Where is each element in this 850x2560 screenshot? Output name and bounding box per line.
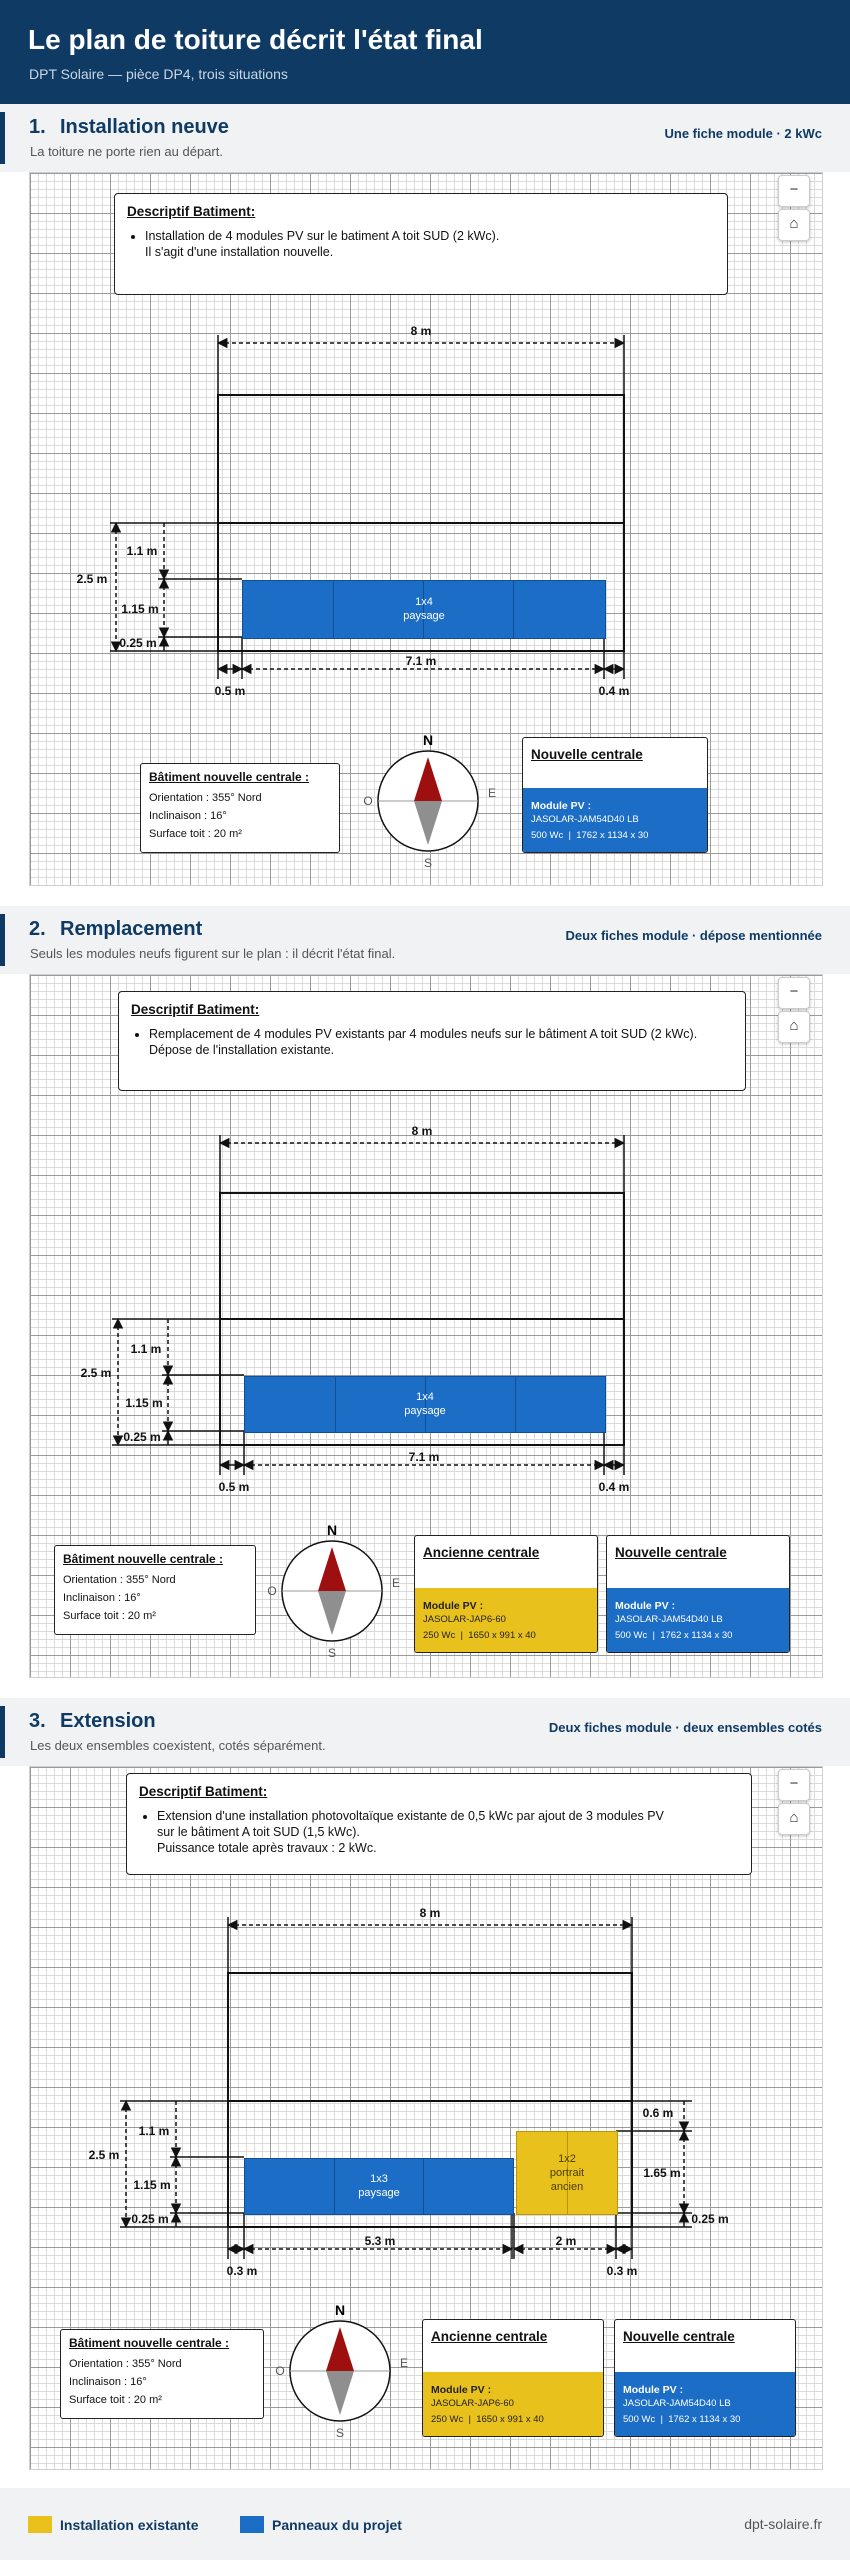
descriptif-line: • Extension d'une installation photovoltaïque existante de 0,5 kWc par ajout de 3 modules PV sur le bâtiment A toit SUD (1,5 kWc). Puissance totale après travaux : 2 kWc. <box>157 1808 664 1856</box>
new-panel-array <box>242 580 606 639</box>
dim-d2-label: 1.15 m <box>133 2178 171 2192</box>
module-heading: Module PV : <box>423 1600 484 1612</box>
roof-plan-1[interactable] <box>29 172 823 886</box>
module-heading: Module PV : <box>623 2384 684 2396</box>
batiment-surface: Surface toit : 20 m² <box>63 1610 156 1622</box>
home-button[interactable]: ⌂ <box>778 209 810 241</box>
panel-layout-label: 1x4 <box>415 596 433 608</box>
old-module-card <box>414 1535 598 1653</box>
module-specs: 250 Wc | 1650 x 991 x 40 <box>423 1630 536 1641</box>
old-panel-array <box>516 2131 618 2215</box>
dim-panel-width-label: 7.1 m <box>408 1450 440 1464</box>
compass-west: O <box>267 1584 277 1598</box>
site-link[interactable]: dpt-solaire.fr <box>744 2516 822 2532</box>
old-panel-layout-label: 1x2 <box>558 2153 576 2165</box>
new-module-fill <box>607 1588 789 1652</box>
old-panel-orientation-label: portrait <box>549 2167 585 2179</box>
module-specs: 500 Wc | 1762 x 1134 x 30 <box>615 1630 733 1641</box>
new-panel-array <box>244 1376 606 1433</box>
dim-left-label: 0.5 m <box>214 684 246 698</box>
descriptif-title: Descriptif Batiment: <box>139 1784 268 1799</box>
home-button[interactable]: ⌂ <box>778 1803 810 1835</box>
descriptif-title: Descriptif Batiment: <box>127 204 256 219</box>
new-module-title: Nouvelle centrale <box>615 1545 727 1560</box>
compass <box>363 732 496 870</box>
panel-orientation-label: paysage <box>358 2187 400 2199</box>
module-heading: Module PV : <box>431 2384 492 2396</box>
old-module-title: Ancienne centrale <box>423 1545 540 1560</box>
section-header-1 <box>0 104 850 172</box>
module-ref: JASOLAR-JAM54D40 LB <box>623 2398 731 2409</box>
batiment-info-box <box>60 2329 264 2419</box>
roof-plan-2[interactable] <box>29 974 823 1678</box>
section-number: 1. <box>29 116 46 138</box>
dim-width-label: 8 m <box>419 1906 441 1920</box>
page-title: Le plan de toiture décrit l'état final <box>28 24 483 55</box>
module-specs: 500 Wc | 1762 x 1134 x 30 <box>623 2414 741 2425</box>
dim-height-label: 2.5 m <box>88 2148 120 2162</box>
dim-d3-label: 0.25 m <box>119 636 157 650</box>
legend-existing <box>28 2516 198 2533</box>
home-button[interactable]: ⌂ <box>778 1011 810 1043</box>
section-description: Les deux ensembles coexistent, cotés séparément. <box>30 1738 326 1753</box>
dim-right-label: 0.4 m <box>598 1480 630 1494</box>
old-panel-status-label: ancien <box>550 2181 584 2193</box>
dim-d3-label: 0.25 m <box>123 1430 161 1444</box>
batiment-orientation: Orientation : 355° Nord <box>69 2358 182 2370</box>
dim-d2-label: 1.15 m <box>121 602 159 616</box>
section-header-3 <box>0 1698 850 1766</box>
new-module-card <box>614 2319 796 2437</box>
legend-swatch-project <box>240 2516 264 2533</box>
old-module-fill <box>423 2372 603 2436</box>
legend-label: Installation existante <box>60 2517 199 2533</box>
section-accent-bar <box>0 112 5 164</box>
compass-south: S <box>423 856 433 870</box>
legend-project <box>240 2516 402 2533</box>
section-description: La toiture ne porte rien au départ. <box>30 144 223 159</box>
compass-north: N <box>334 2302 346 2318</box>
dim-d3-label: 0.25 m <box>131 2212 169 2226</box>
batiment-inclinaison: Inclinaison : 16° <box>63 1592 141 1604</box>
zoom-out-button[interactable]: − <box>778 175 810 207</box>
panel-layout-label: 1x4 <box>416 1391 434 1403</box>
dim-width-label: 8 m <box>411 1124 433 1138</box>
page-subtitle: DPT Solaire — pièce DP4, trois situations <box>29 66 288 82</box>
compass <box>275 2302 408 2440</box>
batiment-inclinaison: Inclinaison : 16° <box>69 2376 147 2388</box>
dim-old-bottom-label: 0.25 m <box>691 2212 729 2226</box>
new-module-title: Nouvelle centrale <box>531 747 643 762</box>
descriptif-line: • Installation de 4 modules PV sur le batiment A toit SUD (2 kWc). Il s'agit d'une installation nouvelle. <box>145 228 499 260</box>
section-description: Seuls les modules neufs figurent sur le plan : il décrit l'état final. <box>30 946 396 961</box>
old-module-fill <box>415 1588 597 1652</box>
old-module-title: Ancienne centrale <box>431 2329 548 2344</box>
dim-right-label: 0.3 m <box>606 2264 638 2278</box>
batiment-surface: Surface toit : 20 m² <box>69 2394 162 2406</box>
page-header <box>0 0 850 104</box>
module-heading: Module PV : <box>615 1600 676 1612</box>
legend-label: Panneaux du projet <box>272 2517 402 2533</box>
dim-d1-label: 1.1 m <box>126 544 158 558</box>
compass-west: O <box>363 794 373 808</box>
batiment-info-title: Bâtiment nouvelle centrale : <box>69 2336 230 2350</box>
module-ref: JASOLAR-JAP6-60 <box>431 2398 514 2409</box>
new-panel-array <box>244 2158 514 2215</box>
descriptif-title: Descriptif Batiment: <box>131 1002 260 1017</box>
new-module-card <box>606 1535 790 1653</box>
dim-old-top-label: 0.6 m <box>642 2106 674 2120</box>
new-module-fill <box>523 788 707 852</box>
dim-height-label: 2.5 m <box>76 572 108 586</box>
compass-east: E <box>391 1576 401 1590</box>
new-module-title: Nouvelle centrale <box>623 2329 735 2344</box>
section-number: 3. <box>29 1710 46 1732</box>
dim-right-label: 0.4 m <box>598 684 630 698</box>
batiment-info-title: Bâtiment nouvelle centrale : <box>63 1552 224 1566</box>
module-ref: JASOLAR-JAM54D40 LB <box>615 1614 723 1625</box>
dim-left-label: 0.5 m <box>218 1480 250 1494</box>
new-module-fill <box>615 2372 795 2436</box>
dim-left-label: 0.3 m <box>226 2264 258 2278</box>
compass <box>267 1522 400 1660</box>
batiment-info-box <box>54 1545 256 1635</box>
batiment-orientation: Orientation : 355° Nord <box>149 792 262 804</box>
compass-south: S <box>335 2426 345 2440</box>
module-specs: 500 Wc | 1762 x 1134 x 30 <box>531 830 649 841</box>
compass-north: N <box>326 1522 338 1538</box>
module-ref: JASOLAR-JAP6-60 <box>423 1614 506 1625</box>
descriptif-line: • Remplacement de 4 modules PV existants par 4 modules neufs sur le bâtiment A toit SUD (2 kWc). Dépose de l'installation existante. <box>149 1026 697 1058</box>
module-heading: Module PV : <box>531 800 592 812</box>
section-title: Installation neuve <box>60 116 229 138</box>
compass-west: O <box>275 2364 285 2378</box>
new-module-card <box>522 737 708 853</box>
dim-d1-label: 1.1 m <box>130 1342 162 1356</box>
batiment-info-title: Bâtiment nouvelle centrale : <box>149 770 310 784</box>
roof-plan-3[interactable] <box>29 1766 823 2470</box>
section-number: 2. <box>29 918 46 940</box>
dim-panel-width-label: 7.1 m <box>405 654 437 668</box>
batiment-surface: Surface toit : 20 m² <box>149 828 242 840</box>
compass-south: S <box>327 1646 337 1660</box>
batiment-orientation: Orientation : 355° Nord <box>63 1574 176 1586</box>
section-tag: Deux fiches module · dépose mentionnée <box>565 928 822 943</box>
module-ref: JASOLAR-JAM54D40 LB <box>531 814 639 825</box>
panel-layout-label: 1x3 <box>370 2173 388 2185</box>
compass-north: N <box>422 732 434 748</box>
panel-orientation-label: paysage <box>404 1405 446 1417</box>
legend-swatch-existing <box>28 2516 52 2533</box>
batiment-inclinaison: Inclinaison : 16° <box>149 810 227 822</box>
zoom-out-button[interactable]: − <box>778 1769 810 1801</box>
dim-width-label: 8 m <box>410 324 432 338</box>
module-specs: 250 Wc | 1650 x 991 x 40 <box>431 2414 544 2425</box>
panel-orientation-label: paysage <box>403 610 445 622</box>
section-accent-bar <box>0 914 5 966</box>
section-title: Extension <box>60 1710 156 1732</box>
dim-new-width-label: 5.3 m <box>364 2234 396 2248</box>
zoom-out-button[interactable]: − <box>778 977 810 1009</box>
old-module-card <box>422 2319 604 2437</box>
dim-old-width-label: 2 m <box>555 2234 577 2248</box>
compass-east: E <box>399 2356 409 2370</box>
dim-height-label: 2.5 m <box>80 1366 112 1380</box>
batiment-info-box <box>140 763 340 853</box>
page-footer <box>0 2488 850 2560</box>
dim-d2-label: 1.15 m <box>125 1396 163 1410</box>
section-tag: Deux fiches module · deux ensembles cotés <box>548 1720 822 1735</box>
dim-d1-label: 1.1 m <box>138 2124 170 2138</box>
section-title: Remplacement <box>60 918 203 940</box>
section-header-2 <box>0 906 850 974</box>
section-accent-bar <box>0 1706 5 1758</box>
compass-east: E <box>487 786 497 800</box>
dim-old-height-label: 1.65 m <box>643 2166 681 2180</box>
section-tag: Une fiche module · 2 kWc <box>664 126 822 141</box>
